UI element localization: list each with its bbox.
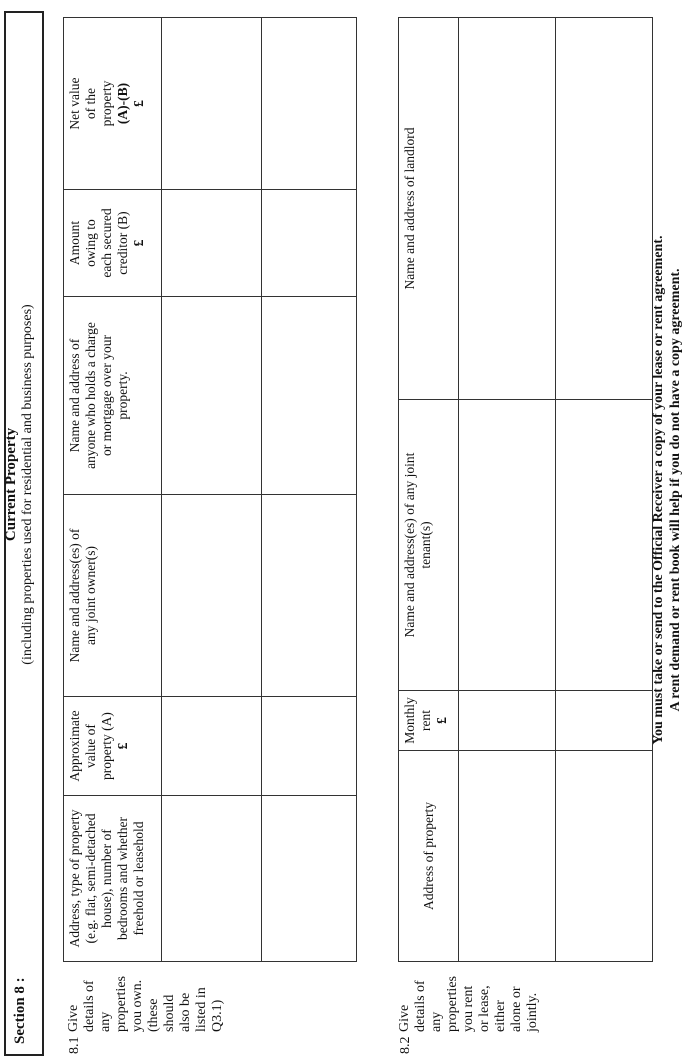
pound-sign: £: [115, 742, 130, 750]
question-text-line: details of: [413, 980, 428, 1032]
input-cell[interactable]: [556, 400, 653, 691]
question-text-line: details of: [82, 980, 97, 1032]
table-row: [556, 18, 653, 962]
question-text-line: Q3.1): [210, 999, 225, 1032]
input-cell[interactable]: [262, 697, 357, 796]
input-cell[interactable]: [162, 190, 262, 297]
input-cell[interactable]: [556, 691, 653, 751]
input-cell[interactable]: [162, 297, 262, 495]
question-text-line: either: [493, 1000, 508, 1032]
question-text-line: jointly.: [525, 992, 540, 1032]
pound-sign: £: [131, 100, 146, 107]
question-text-line: listed in: [194, 987, 209, 1032]
input-cell[interactable]: [459, 18, 556, 400]
input-cell[interactable]: [556, 751, 653, 962]
question-text-line: properties: [445, 976, 460, 1032]
footer-line-1: You must take or send to the Official Receiver a copy of your lease or rent agreement.: [651, 235, 666, 745]
column-header-net-value: Net value of the property (A)-(B) £: [64, 18, 162, 190]
input-cell[interactable]: [262, 297, 357, 495]
column-header-address-type: Address, type of property (e.g. flat, semi-detached house), number of bedrooms and whether freehold or leasehold: [64, 796, 162, 962]
table-row: [459, 18, 556, 962]
question-number-8-1: 8.1: [67, 1036, 82, 1054]
question-text-line: also be: [178, 992, 193, 1032]
question-number-8-2: 8.2: [398, 1036, 413, 1054]
input-cell[interactable]: [162, 697, 262, 796]
column-header-joint-owners: Name and address(es) of any joint owner(s): [64, 495, 162, 697]
question-text-line: Give: [66, 1004, 81, 1032]
column-header-amount-owing: Amount owing to each secured creditor (B) £: [64, 190, 162, 297]
question-text-8-2: [397, 962, 541, 1032]
table-row: [162, 18, 262, 962]
input-cell[interactable]: [556, 18, 653, 400]
input-cell[interactable]: [262, 18, 357, 190]
rented-properties-table: [398, 17, 653, 962]
section-subtitle: (including properties used for residential and business purposes): [20, 304, 35, 665]
input-cell[interactable]: [262, 495, 357, 697]
question-text-line: or lease,: [477, 985, 492, 1032]
question-text-line: properties: [114, 976, 129, 1032]
question-text-line: alone or: [509, 986, 524, 1032]
input-cell[interactable]: [262, 796, 357, 962]
input-cell[interactable]: [459, 691, 556, 751]
column-header-landlord: Name and address of landlord: [399, 18, 459, 400]
column-header-charge-holder: Name and address of anyone who holds a charge or mortgage over your property.: [64, 297, 162, 495]
question-text-line: Give: [397, 1004, 412, 1032]
question-text-line: (these: [146, 998, 161, 1032]
input-cell[interactable]: [262, 190, 357, 297]
footer-line-2: A rent demand or rent book will help if you do not have a copy agreement.: [668, 268, 683, 712]
pound-sign: £: [131, 239, 146, 247]
table-row: [262, 18, 357, 962]
footer-note: [650, 18, 684, 962]
column-header-monthly-rent: Monthly rent £: [399, 691, 459, 751]
section-title: Current Property: [3, 427, 19, 542]
input-cell[interactable]: [162, 18, 262, 190]
question-text-line: you own.: [130, 979, 145, 1032]
question-text-8-1: [66, 962, 226, 1032]
owned-properties-table: [63, 17, 357, 962]
question-text-line: should: [162, 994, 177, 1032]
input-cell[interactable]: [162, 796, 262, 962]
input-cell[interactable]: [459, 751, 556, 962]
question-text-line: any: [429, 1011, 444, 1032]
column-header-joint-tenants: Name and address(es) of any joint tenant(s): [399, 400, 459, 691]
question-text-line: you rent: [461, 985, 476, 1032]
input-cell[interactable]: [162, 495, 262, 697]
section-label: Section 8 :: [12, 977, 28, 1044]
input-cell[interactable]: [459, 400, 556, 691]
column-header-rented-address: Address of property: [399, 751, 459, 962]
question-text-line: any: [98, 1011, 113, 1032]
column-header-approx-value: Approximate value of property (A) £: [64, 697, 162, 796]
pound-sign: £: [434, 717, 449, 724]
